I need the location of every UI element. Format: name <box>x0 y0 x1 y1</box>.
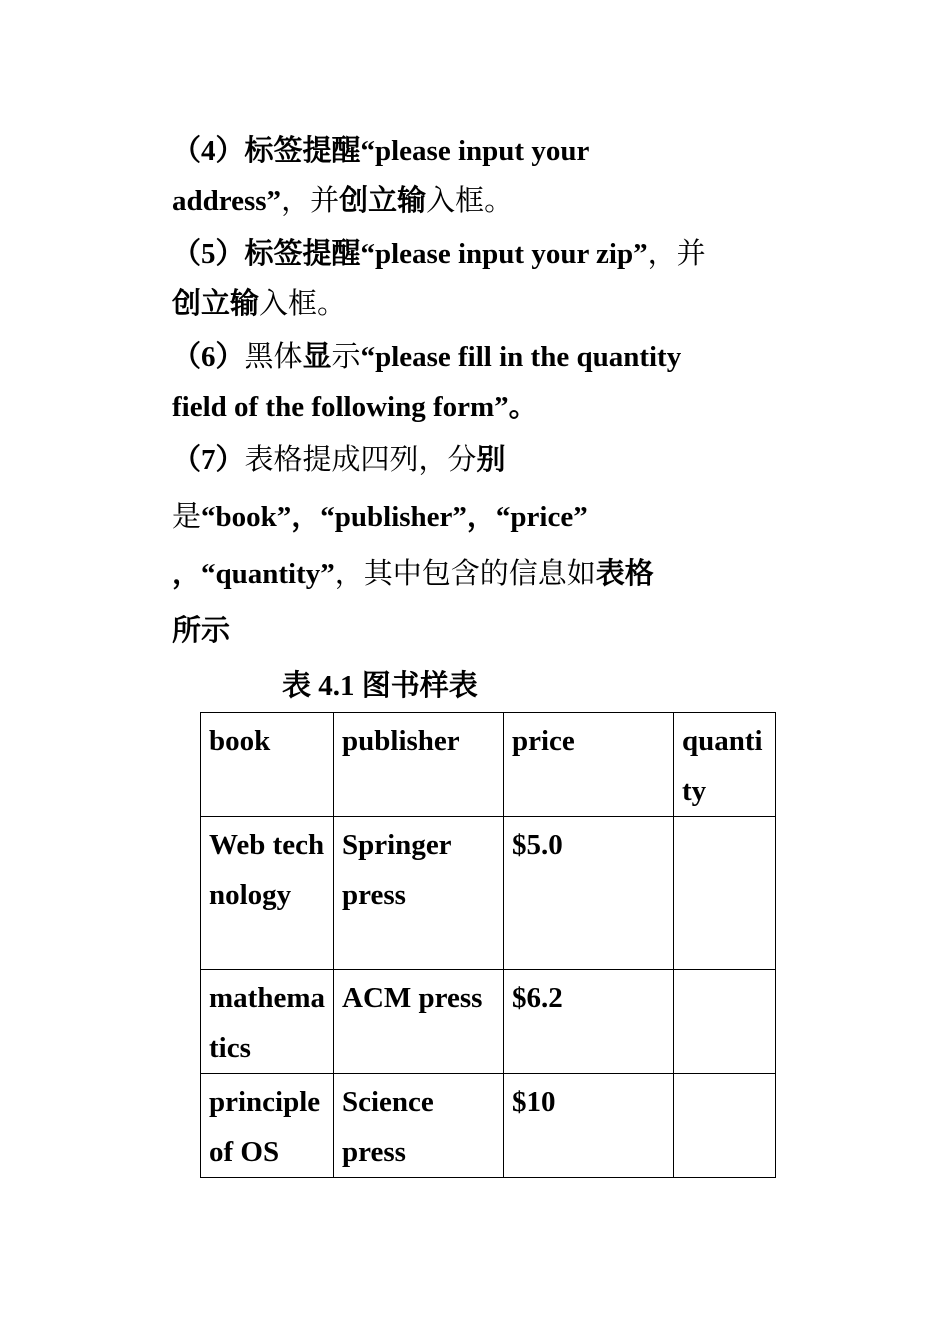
table-caption: 表 4.1 图书样表 <box>282 670 478 702</box>
table-cell <box>334 970 504 1074</box>
item-7-line-2 <box>172 492 812 549</box>
item-5-line-1 <box>172 229 812 279</box>
header-cell-book <box>201 713 334 817</box>
item-6-text-c: 显 <box>302 341 332 373</box>
item-5-text-a: （5）标签提醒“please input your zip” <box>172 238 648 270</box>
item-4-line-1: （4）标签提醒“please input your <box>172 135 590 167</box>
item-6-text-d: 示 <box>331 341 361 373</box>
item-6-text-a: （6） <box>172 341 245 373</box>
item-6-text-b: 黑体 <box>244 341 303 373</box>
item-7-text-f: ，“quantity” <box>172 558 335 590</box>
item-7-text-b: 表格提成四列，分 <box>244 444 477 476</box>
table-cell <box>504 970 674 1074</box>
table-row <box>201 970 776 1074</box>
item-4-text-c: 创立输 <box>339 185 427 217</box>
table-cell <box>504 817 674 970</box>
table-cell <box>334 1074 504 1178</box>
item-5 <box>172 229 812 329</box>
item-7-text-d: 是 <box>172 501 202 533</box>
table-row <box>201 1074 776 1178</box>
item-5-line-2 <box>172 279 812 329</box>
header-cell-price <box>504 713 674 817</box>
item-4-text-a: address” <box>172 185 282 217</box>
header-text: price <box>512 725 575 757</box>
table-header-row <box>201 713 776 817</box>
item-6-text-e: “please fill in the quantity <box>360 341 682 373</box>
cell-text: Springer press <box>342 829 452 911</box>
item-7-text-g: ，其中包含的信息如 <box>334 558 596 590</box>
cell-text: Science press <box>342 1086 434 1168</box>
header-text: quantity <box>682 725 763 807</box>
cell-text: $10 <box>512 1086 556 1118</box>
item-7-text-a: （7） <box>172 444 245 476</box>
cell-text: mathematics <box>209 982 325 1064</box>
item-7-line-1 <box>172 435 812 492</box>
item-4 <box>172 126 812 226</box>
item-5-text-d: 入框。 <box>259 288 347 320</box>
item-4-text-d: 入框。 <box>426 185 514 217</box>
item-7-line-4: 所示 <box>172 615 231 647</box>
item-5-text-c: 创立输 <box>172 288 260 320</box>
header-text: publisher <box>342 725 460 757</box>
header-cell-quantity <box>674 713 776 817</box>
table-cell <box>201 970 334 1074</box>
cell-text: ACM press <box>342 982 483 1014</box>
book-table <box>200 712 776 1178</box>
table-row <box>201 817 776 970</box>
table-cell <box>201 817 334 970</box>
item-6 <box>172 332 812 432</box>
item-7-text-e: “book”，“publisher”，“price” <box>201 501 588 533</box>
item-6-line-1 <box>172 332 812 382</box>
cell-text: principle of OS <box>209 1086 321 1168</box>
item-4-text-b: ，并 <box>281 185 340 217</box>
cell-text: $5.0 <box>512 829 563 861</box>
item-7-line-3 <box>172 549 812 606</box>
table-cell <box>334 817 504 970</box>
table-cell <box>674 817 776 970</box>
item-7 <box>172 435 812 656</box>
item-7-text-c: 别 <box>476 444 506 476</box>
table-cell <box>674 970 776 1074</box>
table-cell <box>674 1074 776 1178</box>
cell-text: $6.2 <box>512 982 563 1014</box>
header-text: book <box>209 725 271 757</box>
item-6-line-2: field of the following form”。 <box>172 391 538 423</box>
table-cell <box>201 1074 334 1178</box>
table-cell <box>504 1074 674 1178</box>
header-cell-publisher <box>334 713 504 817</box>
item-7-text-h: 表格 <box>595 558 654 590</box>
item-4-line-2 <box>172 176 812 226</box>
cell-text: Web technology <box>209 829 325 911</box>
item-5-text-b: ，并 <box>647 238 706 270</box>
